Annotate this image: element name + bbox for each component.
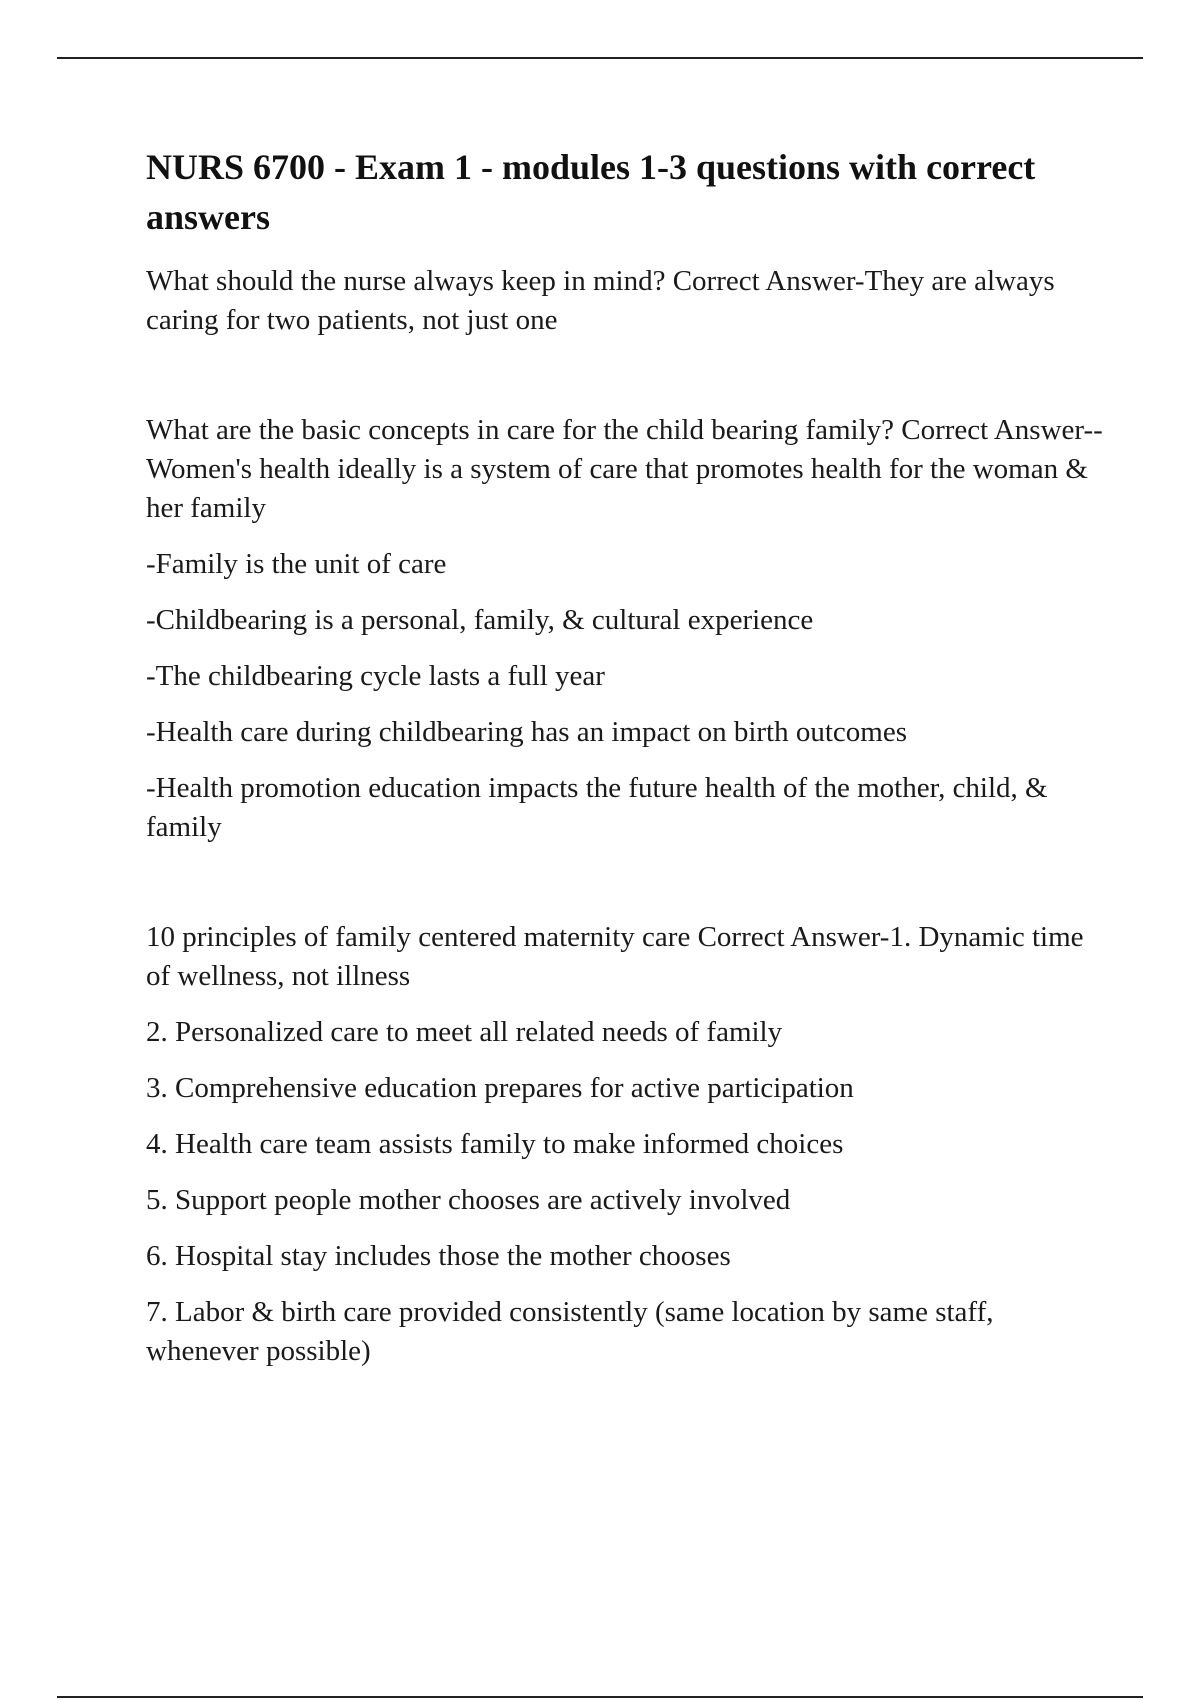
qa-paragraph: -Childbearing is a personal, family, & cultural experience (146, 604, 814, 636)
document-title: NURS 6700 - Exam 1 - modules 1-3 questions with correct answers (146, 147, 1036, 237)
qa-paragraph: 10 principles of family centered maternity care Correct Answer-1. Dynamic time of wellness, not illness (146, 921, 1084, 992)
qa-item-3 (146, 918, 1106, 1371)
document-body (146, 142, 1106, 1371)
qa-paragraph: What should the nurse always keep in mind? Correct Answer-They are always caring for two patients, not just one (146, 265, 1055, 336)
bottom-divider (57, 1696, 1143, 1698)
qa-paragraph: 4. Health care team assists family to make informed choices (146, 1128, 844, 1160)
qa-paragraph: 7. Labor & birth care provided consistently (same location by same staff, whenever possible) (146, 1296, 994, 1367)
qa-item-1 (146, 262, 1106, 340)
qa-paragraph: -Health promotion education impacts the future health of the mother, child, & family (146, 772, 1048, 843)
qa-paragraph: -Family is the unit of care (146, 548, 447, 580)
qa-paragraph: 3. Comprehensive education prepares for active participation (146, 1072, 854, 1104)
qa-paragraph: 5. Support people mother chooses are actively involved (146, 1184, 791, 1216)
qa-paragraph: -Health care during childbearing has an impact on birth outcomes (146, 716, 907, 748)
qa-paragraph: 2. Personalized care to meet all related needs of family (146, 1016, 783, 1048)
qa-paragraph: -The childbearing cycle lasts a full year (146, 660, 605, 692)
qa-paragraph: What are the basic concepts in care for the child bearing family? Correct Answer--Women's health ideally is a system of care that promotes health for the woman & her family (146, 414, 1103, 524)
qa-item-2 (146, 411, 1106, 847)
top-divider (57, 57, 1143, 59)
qa-paragraph: 6. Hospital stay includes those the mother chooses (146, 1240, 731, 1272)
